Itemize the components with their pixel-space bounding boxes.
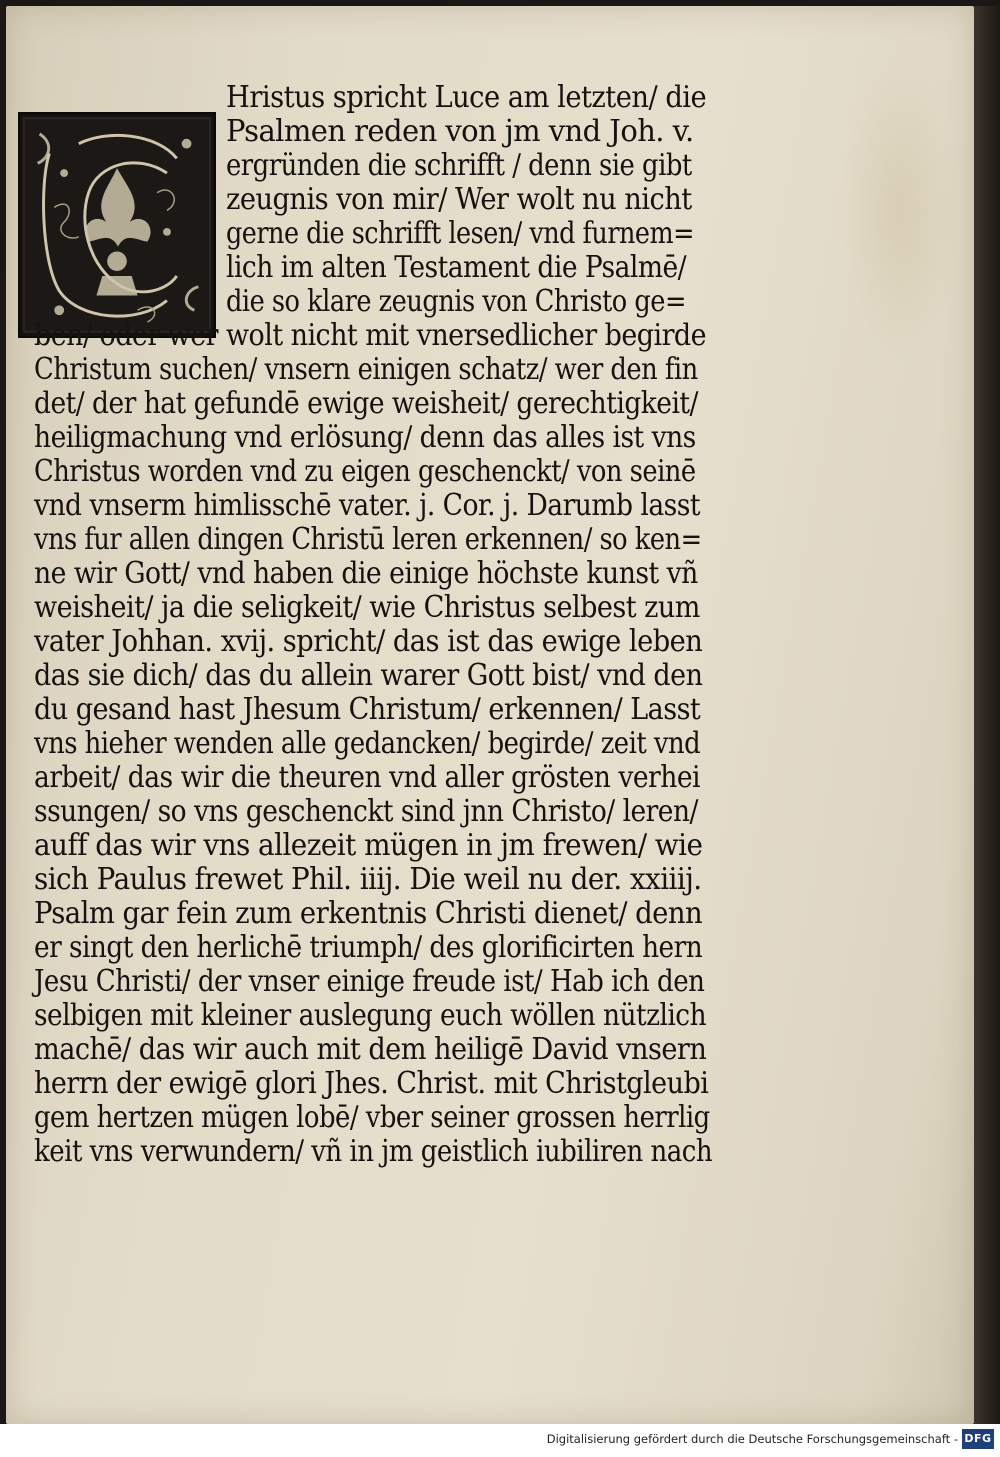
- text-line: ergründen die schrifft / denn sie gibt: [226, 148, 692, 183]
- text-line: Jesu Christi/ der vnser einige freude ist/ Hab ich den: [34, 964, 705, 999]
- text-line: ne wir Gott/ vnd haben die einige höchste kunst vñ: [34, 556, 698, 591]
- text-line: keit vns verwundern/ vñ in jm geistlich iubiliren nach: [34, 1134, 713, 1169]
- text-line: Psalmen reden von jm vnd Joh. v.: [226, 114, 694, 149]
- text-line: Psalm gar fein zum erkentnis Christi dienet/ denn: [34, 896, 703, 931]
- text-line: gem hertzen mügen lobē/ vber seiner grossen herrlig: [34, 1100, 710, 1135]
- text-line: das sie dich/ das du allein warer Gott bist/ vnd den: [34, 658, 703, 693]
- text-line: vnd vnserm himlisschē vater. j. Cor. j. Darumb lasst: [34, 488, 701, 523]
- dfg-logo-icon: DFG: [962, 1429, 994, 1449]
- text-line: selbigen mit kleiner auslegung euch wöllen nützlich: [34, 998, 707, 1033]
- text-line: vns fur allen dingen Christū leren erkennen/ so ken=: [34, 522, 702, 557]
- decorated-initial-C-icon: [18, 112, 216, 338]
- text-line: herrn der ewigē glori Jhes. Christ. mit Christgleubi: [34, 1066, 709, 1101]
- page-fold-shadow: [974, 6, 1000, 1424]
- text-line: det/ der hat gefundē ewige weisheit/ gerechtigkeit/: [34, 386, 698, 421]
- text-line: gerne die schrifft lesen/ vnd furnem=: [226, 216, 694, 251]
- text-line: vater Johhan. xvij. spricht/ das ist das ewige leben: [34, 624, 703, 659]
- text-line: vns hieher wenden alle gedancken/ begirde/ zeit vnd: [34, 726, 701, 761]
- text-line: ben/ oder wer wolt nicht mit vnersedlicher begirde: [34, 318, 707, 353]
- text-line: du gesand hast Jhesum Christum/ erkennen/ Lasst: [34, 692, 701, 727]
- text-line: auff das wir vns allezeit mügen in jm frewen/ wie: [34, 828, 703, 863]
- text-line: Hristus spricht Luce am letzten/ die: [226, 80, 707, 115]
- text-line: er singt den herlichē triumph/ des glorificirten hern: [34, 930, 703, 965]
- text-line: weisheit/ ja die seligkeit/ wie Christus selbest zum: [34, 590, 700, 625]
- text-line: arbeit/ das wir die theuren vnd aller grösten verhei: [34, 760, 701, 795]
- text-line: die so klare zeugnis von Christo ge=: [226, 284, 686, 319]
- text-line: machē/ das wir auch mit dem heiligē David vnsern: [34, 1032, 707, 1067]
- text-line: sich Paulus frewet Phil. iiij. Die weil nu der. xxiiij.: [34, 862, 702, 897]
- text-line: ssungen/ so vns geschenckt sind jnn Christo/ leren/: [34, 794, 698, 829]
- text-line: Christum suchen/ vnsern einigen schatz/ wer den fin: [34, 352, 698, 387]
- text-line: lich im alten Testament die Psalmē/: [226, 250, 687, 285]
- text-line: Christus worden vnd zu eigen geschenckt/ von seinē: [34, 454, 696, 489]
- text-line: heiligmachung vnd erlösung/ denn das alles ist vns: [34, 420, 696, 455]
- digitization-credit: Digitalisierung gefördert durch die Deutsche Forschungsgemeinschaft -: [546, 1432, 958, 1446]
- text-line: zeugnis von mir/ Wer wolt nu nicht: [226, 182, 692, 217]
